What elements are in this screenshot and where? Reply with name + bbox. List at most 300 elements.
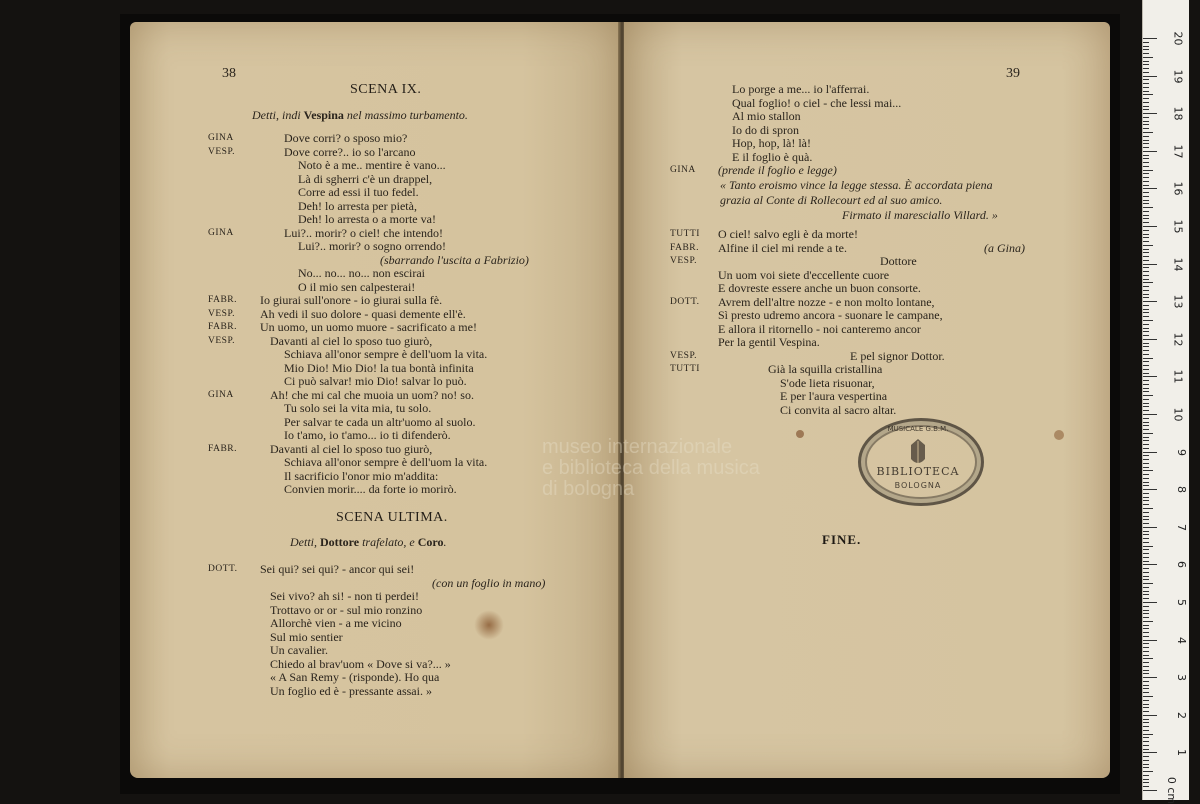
ruler-minor-tick	[1143, 418, 1149, 419]
ruler-minor-tick	[1143, 576, 1149, 577]
ruler-minor-tick	[1143, 158, 1149, 159]
ruler-minor-tick	[1143, 406, 1149, 407]
verse-text: Sei vivo? ah si! - non ti perdei!	[270, 589, 419, 603]
ruler-minor-tick	[1143, 591, 1149, 592]
ruler-minor-tick	[1143, 557, 1149, 558]
ruler-minor-tick	[1143, 271, 1149, 272]
stage-aside-a-gina: (a Gina)	[984, 241, 1025, 255]
verse-text: E per l'aura vespertina	[780, 389, 888, 403]
verse-text: Alfine il ciel mi rende a te.	[718, 240, 847, 255]
dialogue-line	[670, 404, 1090, 418]
ruler-minor-tick	[1143, 422, 1149, 423]
verse-text: E allora il ritornello - noi canteremo ancor	[718, 321, 921, 336]
scene-heading: SCENA IX.	[350, 82, 422, 97]
verse-text: O il mio sen calpesterai!	[298, 279, 416, 294]
dialogue-line	[670, 83, 1090, 97]
stage-direction-inline: (con un foglio in mano)	[432, 575, 546, 590]
ruler-minor-tick	[1143, 647, 1149, 648]
verse-text: Ci può salvar! mio Dio! salvar lo può.	[284, 374, 467, 388]
ruler-minor-tick	[1143, 782, 1149, 783]
ruler-label: 5	[1175, 599, 1188, 606]
verse-text: Trottavo or or - sul mio ronzino	[270, 602, 423, 617]
ruler-minor-tick	[1143, 140, 1149, 141]
ruler-minor-tick	[1143, 485, 1149, 486]
ruler-minor-tick	[1143, 504, 1149, 505]
dialogue-line	[670, 124, 1090, 138]
ruler-minor-tick	[1143, 444, 1149, 445]
dialogue-line	[208, 590, 618, 604]
verse-text: E dovreste essere anche un buon consorte.	[718, 281, 921, 295]
ruler-minor-tick	[1143, 312, 1149, 313]
verse-text: « A San Remy - (risponde). Ho qua	[270, 670, 440, 684]
ruler-minor-tick	[1143, 425, 1149, 426]
verse-text: Un uom voi siete d'eccellente cuore	[718, 267, 890, 282]
ruler-minor-tick	[1143, 94, 1153, 95]
dialogue-line	[208, 321, 618, 335]
ruler-label: 13	[1171, 294, 1185, 309]
ruler-minor-tick	[1143, 568, 1149, 569]
verse-text: Un cavalier.	[270, 643, 328, 657]
dialogue-line	[670, 390, 1090, 404]
verse-text: Io giurai sull'onore - io giurai sulla fè.	[260, 293, 443, 307]
verse-text: No... no... no... non escirai	[298, 266, 425, 280]
verse-text: Schiava all'onor sempre è dell'uom la vita.	[284, 347, 488, 361]
stain-mark-small-2	[1054, 430, 1064, 440]
verse-text: Davanti al ciel lo sposo tuo giurò,	[270, 441, 433, 456]
ruler-minor-tick	[1143, 771, 1153, 772]
verse-text: Ci convita al sacro altar.	[780, 402, 897, 417]
verse-text: Lui?.. morir? o ciel! che intendo!	[284, 225, 443, 240]
ruler-minor-tick	[1143, 106, 1149, 107]
ruler-tick	[1143, 376, 1157, 377]
dialogue-line	[208, 132, 618, 146]
ruler-minor-tick	[1143, 448, 1149, 449]
dialogue-line	[208, 375, 618, 389]
ruler-minor-tick	[1143, 681, 1149, 682]
ruler-minor-tick	[1143, 297, 1149, 298]
ruler-minor-tick	[1143, 482, 1149, 483]
ruler-tick	[1143, 188, 1157, 189]
dialogue-line	[208, 159, 618, 173]
ruler-minor-tick	[1143, 49, 1149, 50]
ruler-minor-tick	[1143, 583, 1153, 584]
dialogue-line	[208, 402, 618, 416]
speaker-label: GINA	[208, 227, 234, 238]
page-number-left: 38	[222, 66, 236, 81]
dialogue-line	[208, 563, 618, 577]
ruler-minor-tick	[1143, 324, 1149, 325]
ruler-minor-tick	[1143, 87, 1149, 88]
ruler-minor-tick	[1143, 354, 1149, 355]
dialogue-line	[208, 200, 618, 214]
ruler-minor-tick	[1143, 365, 1149, 366]
ruler-tick	[1143, 76, 1157, 77]
ruler-minor-tick	[1143, 534, 1149, 535]
verse-text: E pel signor Dottor.	[850, 348, 945, 363]
ruler-minor-tick	[1143, 173, 1149, 174]
ruler-minor-tick	[1143, 459, 1149, 460]
ruler-minor-tick	[1143, 636, 1149, 637]
ruler-label: 15	[1171, 219, 1185, 234]
verse-text: Sei qui? sei qui? - ancor qui sei!	[260, 562, 415, 576]
speaker-label: GINA	[208, 133, 234, 143]
fine-label: FINE.	[822, 532, 862, 547]
stage-direction-inline: (prende il foglio e legge)	[718, 163, 837, 177]
ruler-tick	[1143, 452, 1157, 453]
ruler-minor-tick	[1143, 279, 1149, 280]
dialogue-line	[208, 240, 618, 254]
verse-text: O ciel! salvo egli è da morte!	[718, 227, 858, 241]
ruler-minor-tick	[1143, 290, 1149, 291]
ruler-minor-tick	[1143, 391, 1149, 392]
dialogue-line	[670, 269, 1090, 283]
ruler-minor-tick	[1143, 384, 1149, 385]
dialogue-line	[670, 296, 1090, 310]
ruler-minor-tick	[1143, 260, 1149, 261]
dialogue-line	[208, 281, 618, 295]
ruler-minor-tick	[1143, 467, 1149, 468]
verse-text: Ah vedi il suo dolore - quasi demente ell'è.	[260, 306, 466, 321]
speaker-label: VESP.	[208, 335, 236, 346]
ruler-minor-tick	[1143, 399, 1149, 400]
ruler-minor-tick	[1143, 117, 1149, 118]
watermark-line-1: museo internazionale	[542, 436, 733, 458]
verse-text: Noto è a me.. mentire è vano...	[298, 158, 446, 172]
ruler-minor-tick	[1143, 316, 1149, 317]
ruler-minor-tick	[1143, 128, 1149, 129]
ruler-tick	[1143, 790, 1157, 791]
ruler-label: 10	[1171, 407, 1185, 422]
ruler-minor-tick	[1143, 692, 1149, 693]
verse-text: Lo porge a me... io l'afferrai.	[732, 82, 870, 96]
dialogue-line	[670, 97, 1090, 111]
ruler-minor-tick	[1143, 203, 1149, 204]
ruler-minor-tick	[1143, 549, 1149, 550]
ruler-minor-tick	[1143, 53, 1149, 54]
verse-text: Al mio stallon	[732, 109, 801, 123]
dialogue-line	[670, 137, 1090, 151]
dialogue-line	[208, 227, 618, 241]
ruler-minor-tick	[1143, 625, 1149, 626]
ruler-minor-tick	[1143, 102, 1149, 103]
ruler-minor-tick	[1143, 688, 1149, 689]
verse-text: Per salvar te cada un altr'uomo al suolo.	[284, 414, 476, 429]
dialogue-line	[670, 151, 1090, 165]
ruler-minor-tick	[1143, 673, 1149, 674]
ruler-minor-tick	[1143, 57, 1153, 58]
ruler-minor-tick	[1143, 215, 1149, 216]
dialogue-line	[208, 308, 618, 322]
ruler-minor-tick	[1143, 579, 1149, 580]
ruler-minor-tick	[1143, 508, 1153, 509]
ruler-minor-tick	[1143, 121, 1149, 122]
library-stamp	[858, 418, 984, 506]
verse-text: Hop, hop, là! là!	[732, 136, 811, 150]
ruler-minor-tick	[1143, 651, 1149, 652]
stain-mark-small	[796, 430, 804, 438]
ruler-minor-tick	[1143, 147, 1149, 148]
ruler-minor-tick	[1143, 737, 1149, 738]
ruler-minor-tick	[1143, 546, 1153, 547]
ruler-label: 8	[1175, 486, 1188, 494]
ruler-minor-tick	[1143, 643, 1149, 644]
dialogue-line	[208, 631, 618, 645]
dialogue-line	[670, 228, 1090, 242]
dialogue-line	[670, 110, 1090, 124]
ruler-minor-tick	[1143, 343, 1149, 344]
ruler-minor-tick	[1143, 234, 1149, 235]
ruler-minor-tick	[1143, 745, 1149, 746]
verse-text: Un foglio ed è - pressante assai. »	[270, 683, 432, 698]
ruler-minor-tick	[1143, 395, 1153, 396]
dialogue-line	[208, 416, 618, 430]
ruler-minor-tick	[1143, 68, 1149, 69]
ruler-tick	[1143, 752, 1157, 753]
dialogue-line	[208, 335, 618, 349]
ruler-minor-tick	[1143, 749, 1149, 750]
ruler-label: 12	[1171, 332, 1185, 347]
ruler-minor-tick	[1143, 493, 1149, 494]
ruler-minor-tick	[1143, 764, 1149, 765]
ruler-tick	[1143, 414, 1157, 415]
verse-text: Dove corri? o sposo mio?	[284, 131, 408, 145]
measurement-ruler	[1142, 0, 1189, 804]
verse-text: Già la squilla cristallina	[768, 362, 883, 376]
ruler-label: 11	[1171, 369, 1185, 384]
ruler-label: 9	[1175, 448, 1188, 456]
ruler-minor-tick	[1143, 497, 1149, 498]
verse-text: Io t'amo, io t'amo... io ti difenderò.	[284, 428, 451, 442]
ruler-minor-tick	[1143, 553, 1149, 554]
ruler-label: 1	[1175, 749, 1188, 757]
dialogue-block-right-top	[670, 83, 1090, 178]
ruler-minor-tick	[1143, 177, 1149, 178]
verse-text: Un uomo, un uomo muore - sacrificato a me!	[260, 320, 477, 334]
ruler-minor-tick	[1143, 587, 1149, 588]
verse-text: Chiedo al brav'uom « Dove si va?... »	[270, 656, 451, 671]
verse-text: Avrem dell'altre nozze - e non molto lontane,	[718, 294, 935, 309]
ruler-label: 6	[1175, 561, 1188, 569]
ruler-tick	[1143, 564, 1157, 565]
dialogue-line	[670, 164, 1090, 178]
ruler-minor-tick	[1143, 249, 1149, 250]
right-page	[624, 22, 1110, 778]
ruler-minor-tick	[1143, 523, 1149, 524]
ruler-minor-tick	[1143, 500, 1149, 501]
ruler-minor-tick	[1143, 46, 1149, 47]
speaker-label: DOTT.	[208, 564, 238, 574]
letter-signature: Firmato il maresciallo Villard. »	[842, 208, 998, 222]
speaker-label: FABR.	[208, 295, 237, 305]
ruler-minor-tick	[1143, 655, 1149, 656]
ruler-minor-tick	[1143, 572, 1149, 573]
stage-direction-ultima: Detti, Dottore trafelato, e Coro.	[290, 535, 447, 549]
ruler-minor-tick	[1143, 704, 1149, 705]
ruler-minor-tick	[1143, 358, 1153, 359]
verse-text: Per la gentil Vespina.	[718, 335, 820, 349]
ruler-minor-tick	[1143, 433, 1153, 434]
ruler-minor-tick	[1143, 328, 1149, 329]
speaker-label: GINA	[208, 389, 234, 400]
dialogue-line	[670, 255, 1090, 269]
ruler-minor-tick	[1143, 760, 1149, 761]
ruler-minor-tick	[1143, 207, 1153, 208]
dialogue-line	[208, 362, 618, 376]
verse-text: Sul mio sentier	[270, 629, 343, 644]
ruler-minor-tick	[1143, 775, 1149, 776]
dialogue-line	[208, 685, 618, 699]
ruler-minor-tick	[1143, 617, 1149, 618]
speaker-label: VESP.	[208, 308, 236, 319]
ruler-minor-tick	[1143, 91, 1149, 92]
left-page	[130, 22, 620, 778]
verse-text: Il sacrificio l'onor mio m'addita:	[284, 468, 439, 483]
ruler-minor-tick	[1143, 628, 1149, 629]
speaker-label: DOTT.	[670, 296, 700, 307]
ruler-minor-tick	[1143, 64, 1149, 65]
ruler-minor-tick	[1143, 670, 1149, 671]
ruler-minor-tick	[1143, 109, 1149, 110]
ruler-minor-tick	[1143, 594, 1149, 595]
dialogue-line	[670, 336, 1090, 350]
ruler-minor-tick	[1143, 275, 1149, 276]
ruler-minor-tick	[1143, 143, 1149, 144]
ruler-minor-tick	[1143, 72, 1149, 73]
ruler-minor-tick	[1143, 230, 1149, 231]
ruler-minor-tick	[1143, 516, 1149, 517]
ruler-label: 16	[1171, 181, 1185, 196]
ruler-tick	[1143, 151, 1157, 152]
ruler-tick	[1143, 640, 1157, 641]
ruler-minor-tick	[1143, 282, 1153, 283]
ruler-minor-tick	[1143, 519, 1149, 520]
ruler-minor-tick	[1143, 200, 1149, 201]
dialogue-line	[208, 254, 618, 268]
ruler-minor-tick	[1143, 350, 1149, 351]
speaker-label: FABR.	[670, 242, 699, 253]
ruler-minor-tick	[1143, 252, 1149, 253]
verse-text: Là di sgherri c'è un drappel,	[298, 171, 433, 186]
ruler-minor-tick	[1143, 685, 1149, 686]
speaker-label: GINA	[670, 165, 696, 175]
ruler-tick	[1143, 527, 1157, 528]
ruler-minor-tick	[1143, 610, 1149, 611]
ruler-minor-tick	[1143, 222, 1149, 223]
ruler-minor-tick	[1143, 380, 1149, 381]
ruler-minor-tick	[1143, 192, 1149, 193]
ruler-minor-tick	[1143, 245, 1153, 246]
verse-text: Dove corre?.. io so l'arcano	[284, 144, 416, 159]
letter-line-2: grazia al Conte di Rollecourt ed al suo amico.	[720, 193, 943, 207]
dialogue-line	[208, 604, 618, 618]
watermark-line-3: di bologna	[542, 478, 635, 500]
ruler-minor-tick	[1143, 440, 1149, 441]
dialogue-line	[208, 671, 618, 685]
verse-text: Dottore	[880, 254, 917, 268]
ruler-minor-tick	[1143, 331, 1149, 332]
ruler-minor-tick	[1143, 98, 1149, 99]
speaker-label: VESP.	[670, 350, 698, 361]
ruler-label: 17	[1171, 144, 1185, 159]
ruler-minor-tick	[1143, 722, 1149, 723]
ruler-tick	[1143, 339, 1157, 340]
ruler-minor-tick	[1143, 726, 1149, 727]
dialogue-line	[208, 146, 618, 160]
ruler-minor-tick	[1143, 658, 1153, 659]
ruler-minor-tick	[1143, 719, 1149, 720]
ruler-minor-tick	[1143, 598, 1149, 599]
ruler-minor-tick	[1143, 388, 1149, 389]
verse-text: Ah! che mi cal che muoia un uom? no! so.	[270, 387, 474, 402]
ruler-minor-tick	[1143, 606, 1149, 607]
ruler-minor-tick	[1143, 267, 1149, 268]
ruler-minor-tick	[1143, 707, 1149, 708]
dialogue-line	[208, 173, 618, 187]
ruler-minor-tick	[1143, 632, 1149, 633]
watermark-text	[542, 437, 760, 500]
dialogue-line	[208, 213, 618, 227]
ruler-minor-tick	[1143, 512, 1149, 513]
ruler-minor-tick	[1143, 42, 1149, 43]
speaker-label: FABR.	[208, 322, 237, 332]
ruler-minor-tick	[1143, 410, 1149, 411]
verse-text: Deh! lo arresta o a morte va!	[298, 212, 436, 226]
ruler-minor-tick	[1143, 181, 1149, 182]
ruler-minor-tick	[1143, 256, 1149, 257]
ruler-minor-tick	[1143, 155, 1149, 156]
ruler-minor-tick	[1143, 700, 1149, 701]
dialogue-line	[208, 389, 618, 403]
ruler-minor-tick	[1143, 478, 1149, 479]
dialogue-block-scene-ultima	[208, 563, 618, 698]
verse-text: Convien morir.... da forte io morirò.	[284, 482, 457, 496]
ruler-minor-tick	[1143, 373, 1149, 374]
ruler-tick	[1143, 301, 1157, 302]
ruler-tick	[1143, 602, 1157, 603]
scene-heading-ultima: SCENA ULTIMA.	[336, 510, 448, 525]
ruler-minor-tick	[1143, 346, 1149, 347]
verse-text: Io do di spron	[732, 122, 799, 137]
ruler-label: 14	[1171, 257, 1185, 272]
verse-text: E il foglio è quà.	[732, 149, 813, 164]
ruler-minor-tick	[1143, 455, 1149, 456]
ruler-minor-tick	[1143, 166, 1149, 167]
stamp-top-text: MUSICALE G.B.M.	[887, 425, 949, 433]
ruler-minor-tick	[1143, 320, 1153, 321]
ruler-label: 2	[1175, 711, 1188, 719]
dialogue-line	[670, 242, 1090, 256]
dialogue-line	[208, 267, 618, 281]
verse-text: Corre ad essi il tuo fedel.	[298, 185, 419, 199]
dialogue-block-right-bottom	[670, 228, 1090, 417]
ruler-minor-tick	[1143, 666, 1149, 667]
ruler-minor-tick	[1143, 79, 1149, 80]
speaker-label: FABR.	[208, 443, 237, 454]
dialogue-line	[208, 294, 618, 308]
ruler-minor-tick	[1143, 305, 1149, 306]
speaker-label: VESP.	[670, 256, 698, 266]
verse-text: Lui?.. morir? o sogno orrendo!	[298, 239, 446, 253]
ruler-minor-tick	[1143, 218, 1149, 219]
ruler-label: 18	[1171, 106, 1185, 121]
dialogue-line	[670, 282, 1090, 296]
ruler-minor-tick	[1143, 61, 1149, 62]
dialogue-line	[208, 644, 618, 658]
ruler-minor-tick	[1143, 196, 1149, 197]
ruler-label: 4	[1175, 636, 1188, 644]
ruler-minor-tick	[1143, 170, 1153, 171]
ruler-minor-tick	[1143, 132, 1153, 133]
